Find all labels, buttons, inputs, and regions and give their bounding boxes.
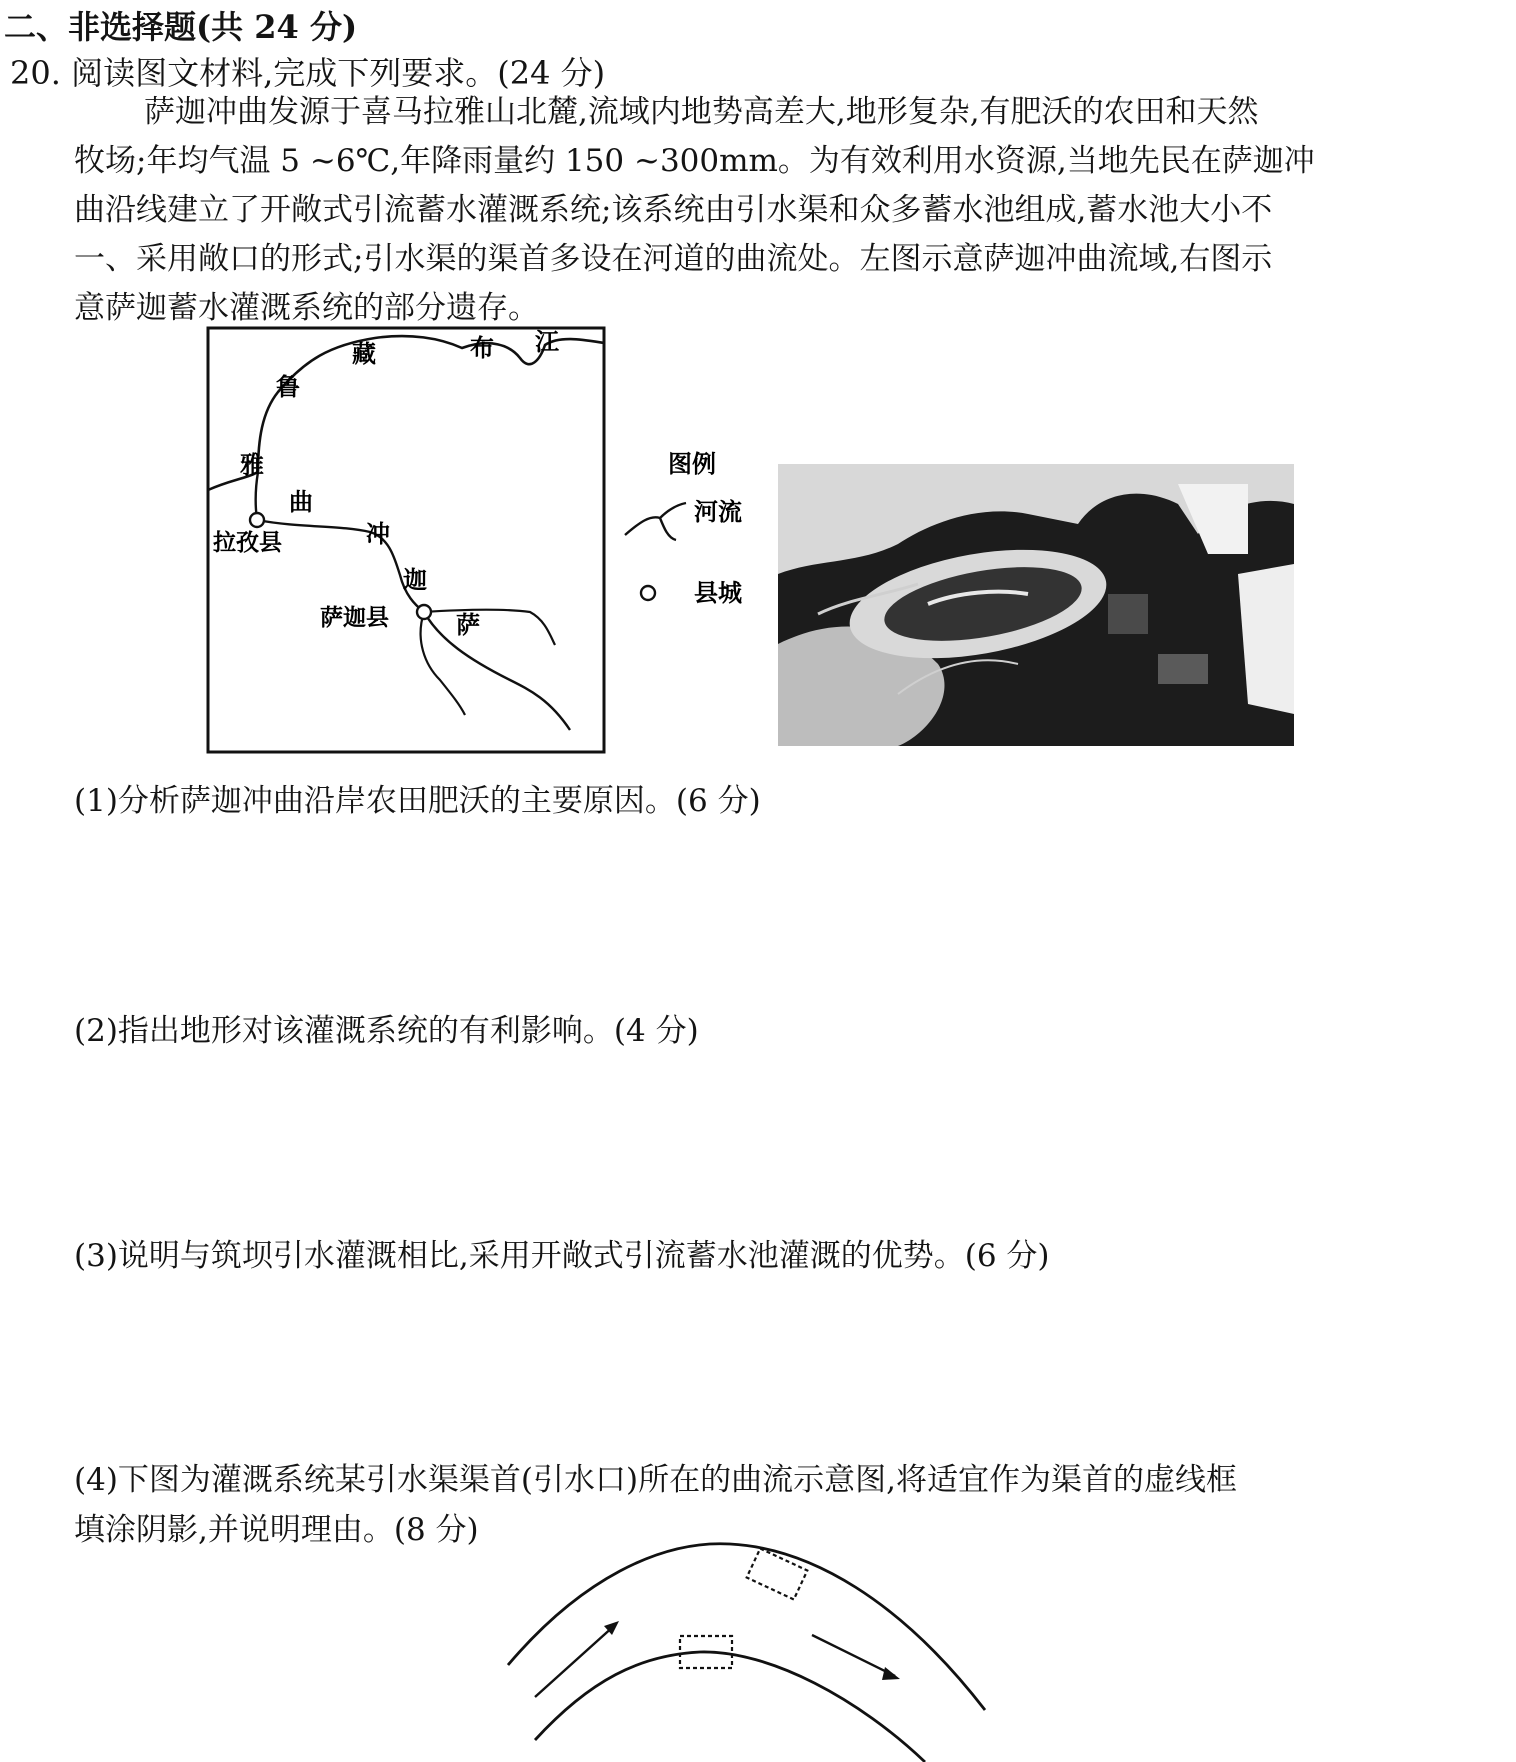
paragraph-line: 牧场;年均气温 5 ~6℃,年降雨量约 150 ~300mm。为有效利用水资源,当地先民在萨迦冲 (74, 143, 1315, 179)
map-label: 布 (470, 333, 494, 362)
section-title: 二、非选择题(共 24 分) (4, 8, 358, 46)
meander-diagram (508, 1544, 985, 1762)
question-title: 20. 阅读图文材料,完成下列要求。(24 分) (10, 54, 606, 92)
sub-question-2: (2)指出地形对该灌溉系统的有利影响。(4 分) (74, 1013, 699, 1049)
legend (625, 449, 742, 607)
outer-bank (508, 1544, 985, 1710)
map-label: 雅 (240, 450, 264, 479)
main-river (208, 336, 604, 490)
map-label: 迦 (403, 565, 427, 594)
county-marker (417, 605, 431, 619)
map-label: 萨 (456, 610, 480, 639)
flow-arrow (812, 1635, 895, 1676)
flow-arrow (535, 1625, 615, 1697)
legend-county-symbol (641, 586, 655, 600)
paragraph-line: 意萨迦蓄水灌溉系统的部分遗存。 (74, 290, 539, 326)
sub-question-4 (74, 1455, 1494, 1555)
sub-question-1: (1)分析萨迦冲曲沿岸农田肥沃的主要原因。(6 分) (74, 783, 761, 819)
basin-map (208, 327, 604, 752)
sub-question-4-line: 填涂阴影,并说明理由。(8 分) (74, 1512, 479, 1548)
paragraph-line: 萨迦冲曲发源于喜马拉雅山北麓,流域内地势高差大,地形复杂,有肥沃的农田和天然 (144, 94, 1259, 130)
legend-river-symbol (625, 503, 686, 540)
map-label: 藏 (352, 339, 376, 368)
sub-question-3: (3)说明与筑坝引水灌溉相比,采用开敞式引流蓄水池灌溉的优势。(6 分) (74, 1238, 1050, 1274)
county-label: 萨迦县 (320, 604, 389, 631)
paragraph-line: 曲沿线建立了开敞式引流蓄水灌溉系统;该系统由引水渠和众多蓄水池组成,蓄水池大小不 (74, 192, 1273, 228)
tributary-river (257, 520, 570, 730)
sub-question-4-line: (4)下图为灌溉系统某引水渠渠首(引水口)所在的曲流示意图,将适宜作为渠首的虚线框 (74, 1462, 1237, 1498)
map-label: 曲 (289, 487, 313, 516)
county-marker (250, 513, 264, 527)
map-label: 鲁 (276, 372, 300, 401)
map-label: 江 (535, 327, 559, 356)
legend-title: 图例 (668, 449, 716, 478)
side-stream (424, 610, 555, 645)
arrowhead (882, 1667, 900, 1680)
reservoir-photo (778, 464, 1294, 746)
legend-county-label: 县城 (694, 578, 742, 607)
map-label: 冲 (366, 519, 390, 548)
county-label: 拉孜县 (213, 529, 282, 556)
legend-river-label: 河流 (694, 497, 742, 526)
paragraph-line: 一、采用敞口的形式;引水渠的渠首多设在河道的曲流处。左图示意萨迦冲曲流域,右图示 (74, 241, 1273, 277)
intake-box-outer-bank[interactable] (747, 1549, 808, 1600)
